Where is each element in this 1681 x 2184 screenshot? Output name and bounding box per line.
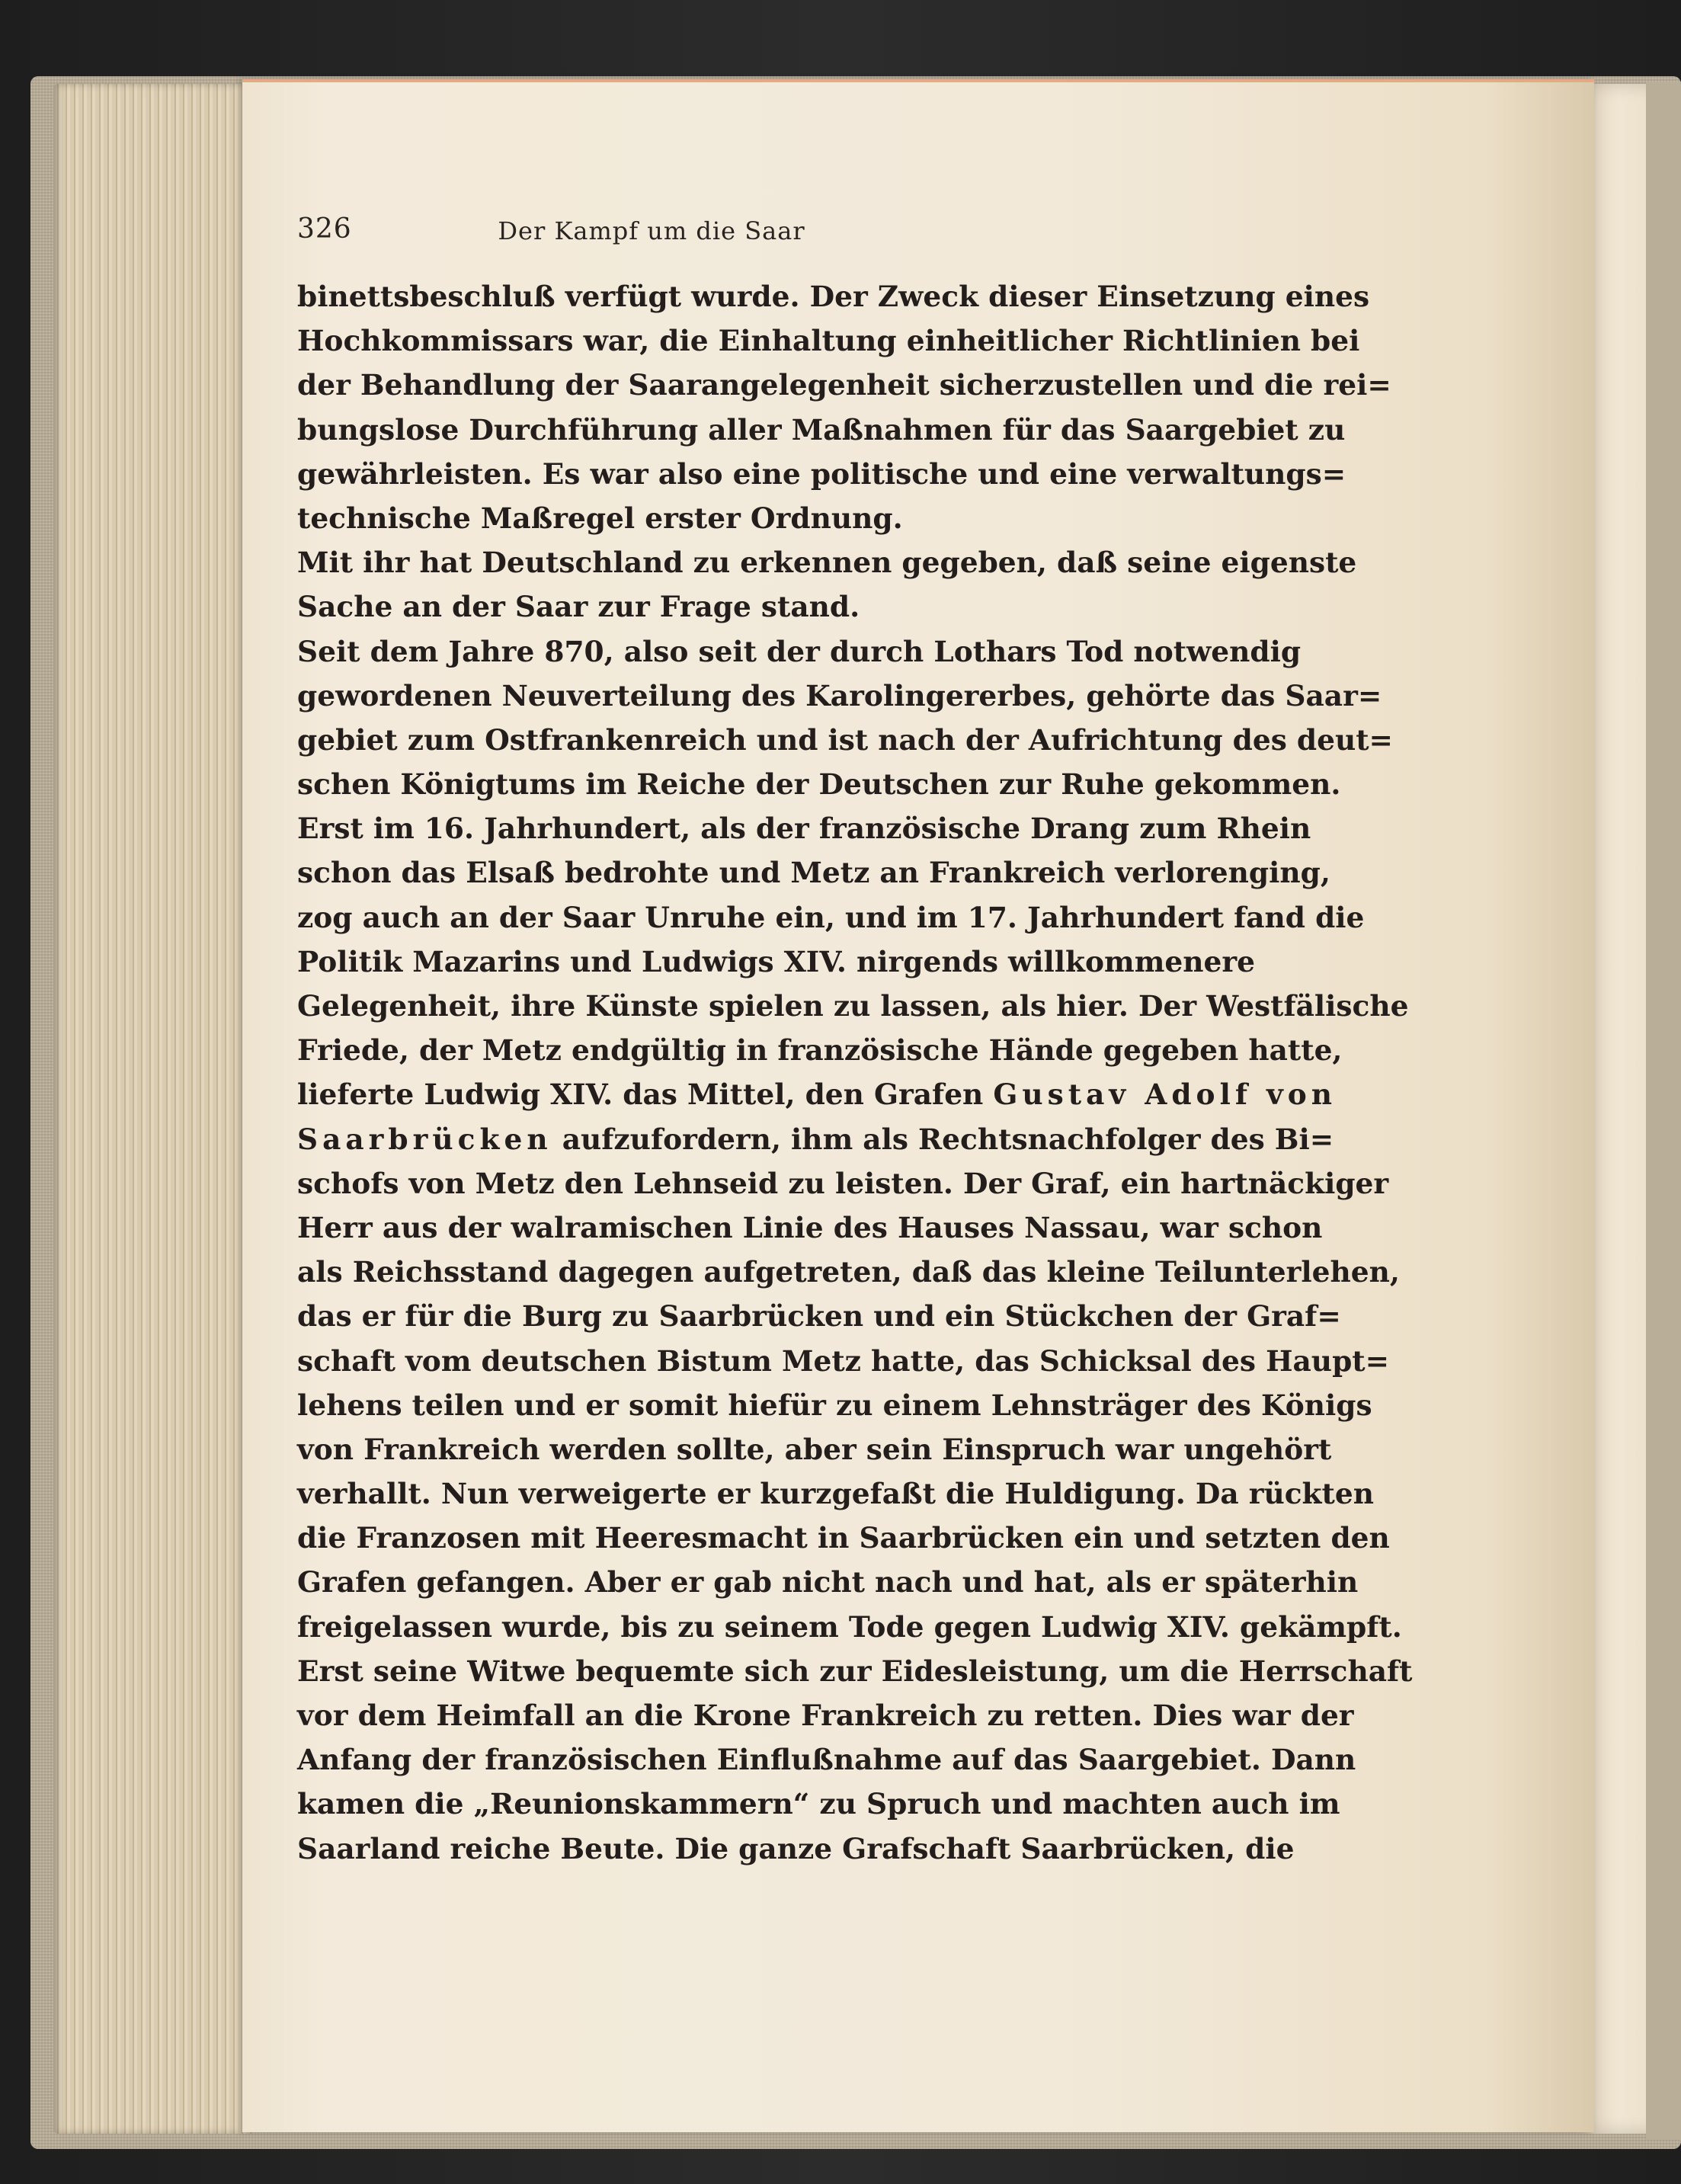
spaced-name: Gustav Adolf von	[993, 1078, 1337, 1112]
text-line: zog auch an der Saar Unruhe ein, und im 17. Jahrhundert fand die	[297, 900, 1365, 934]
text-line: die Franzosen mit Heeresmacht in Saarbrücken ein und setzten den	[297, 1521, 1390, 1555]
text-segment: aufzufordern, ihm als Rechtsnachfolger des Bi=	[562, 1122, 1334, 1156]
page-edges-stack	[53, 84, 251, 2134]
spaced-name: Saarbrücken	[297, 1122, 552, 1156]
text-line: bungslose Durchführung aller Maßnahmen für das Saargebiet zu	[297, 412, 1346, 447]
text-line: Herr aus der walramischen Linie des Hauses Nassau, war schon	[297, 1210, 1323, 1244]
body-text	[297, 274, 1413, 1871]
text-line: Friede, der Metz endgültig in französische Hände gegeben hatte,	[297, 1033, 1343, 1068]
text-line: technische Maßregel erster Ordnung.	[297, 501, 903, 535]
text-line: schon das Elsaß bedrohte und Metz an Frankreich verlorenging,	[297, 856, 1330, 890]
running-title: Der Kampf um die Saar	[498, 216, 805, 245]
text-line: Erst im 16. Jahrhundert, als der französische Drang zum Rhein	[297, 812, 1311, 846]
text-line: schen Königtums im Reiche der Deutschen zur Ruhe gekommen.	[297, 767, 1341, 802]
text-line: kamen die „Reunionskammern“ zu Spruch und machten auch im	[297, 1787, 1340, 1821]
text-line: Hochkommissars war, die Einhaltung einheitlicher Richtlinien bei	[297, 324, 1360, 358]
text-line: Sache an der Saar zur Frage stand.	[297, 590, 860, 624]
text-line: Mit ihr hat Deutschland zu erkennen gegeben, daß seine eigenste	[297, 546, 1357, 580]
text-line: freigelassen wurde, bis zu seinem Tode gegen Ludwig XIV. gekämpft.	[297, 1609, 1402, 1644]
text-line: schofs von Metz den Lehnseid zu leisten. Der Graf, ein hartnäckiger	[297, 1166, 1389, 1200]
text-line-with-spaced-name	[297, 1072, 1337, 1116]
text-line: Grafen gefangen. Aber er gab nicht nach und hat, als er späterhin	[297, 1565, 1359, 1600]
text-line: Anfang der französischen Einflußnahme auf das Saargebiet. Dann	[297, 1743, 1356, 1777]
text-line: gewordenen Neuverteilung des Karolingererbes, gehörte das Saar=	[297, 678, 1382, 713]
right-cover-edge	[1646, 82, 1681, 2140]
text-line: Erst seine Witwe bequemte sich zur Eidesleistung, um die Herrschaft	[297, 1654, 1413, 1688]
text-line: schaft vom deutschen Bistum Metz hatte, das Schicksal des Haupt=	[297, 1343, 1390, 1378]
text-line: lehens teilen und er somit hiefür zu einem Lehnsträger des Königs	[297, 1388, 1372, 1422]
text-line: vor dem Heimfall an die Krone Frankreich zu retten. Dies war der	[297, 1699, 1354, 1732]
text-line: das er für die Burg zu Saarbrücken und ein Stückchen der Graf=	[297, 1299, 1341, 1334]
text-line: verhallt. Nun verweigerte er kurzgefaßt die Huldigung. Da rückten	[297, 1477, 1374, 1511]
text-line-with-spaced-name	[297, 1117, 1334, 1161]
text-line: als Reichsstand dagegen aufgetreten, daß das kleine Teilunterlehen,	[297, 1255, 1400, 1289]
text-line: gewährleisten. Es war also eine politische und eine verwaltungs=	[297, 456, 1346, 491]
text-line: Gelegenheit, ihre Künste spielen zu lassen, als hier. Der Westfälische	[297, 989, 1409, 1023]
text-line: Politik Mazarins und Ludwigs XIV. nirgends willkommenere	[297, 944, 1255, 978]
text-line: gebiet zum Ostfrankenreich und ist nach der Aufrichtung des deut=	[297, 722, 1393, 757]
text-line: der Behandlung der Saarangelegenheit sicherzustellen und die rei=	[297, 368, 1391, 402]
text-line: Saarland reiche Beute. Die ganze Grafschaft Saarbrücken, die	[297, 1831, 1295, 1865]
text-line: von Frankreich werden sollte, aber sein Einspruch war ungehört	[297, 1432, 1332, 1466]
page-header	[297, 213, 1158, 259]
text-line: Seit dem Jahre 870, also seit der durch Lothars Tod notwendig	[297, 634, 1302, 668]
page-number: 326	[297, 213, 352, 245]
text-segment: lieferte Ludwig XIV. das Mittel, den Grafen	[297, 1078, 984, 1112]
text-line: binettsbeschluß verfügt wurde. Der Zweck dieser Einsetzung eines	[297, 280, 1370, 313]
